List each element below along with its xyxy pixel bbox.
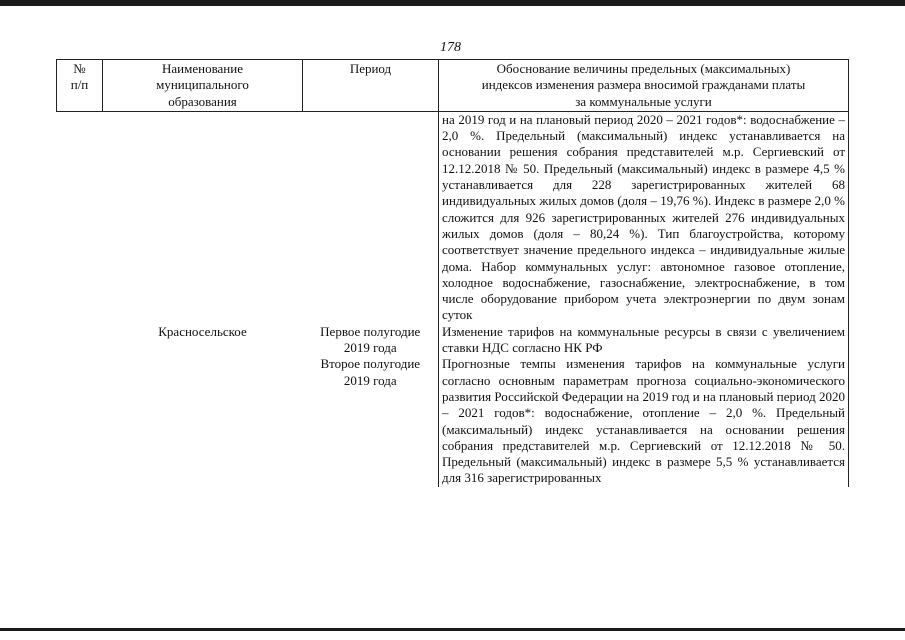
header-municipality [103,60,303,112]
cell-justification-continued [439,111,849,323]
period-first-half-year: 2019 года [343,340,397,356]
justification-first-half: Изменение тарифов на коммунальные ресурсы в связи с увеличением ставки НДС согласно НК РФ [442,323,845,356]
header-justification-line: Обоснование величины предельных (максимальных) [496,61,791,76]
cell-justification [439,324,849,487]
table-row-continuation [57,111,849,323]
header-municipality-line: образования [168,93,237,109]
header-justification-line: за коммунальные услуги [575,93,712,109]
continuation-text: на 2019 год и на плановый период 2020 – 2021 годов*: водоснабжение – 2,0 %. Предельный (максимальный) индекс устанавливается на основании решения собрания представителей м.р. Сергиевский от 12.12.2018 № 50. Предельный (максимальный) индекс в размере 4,5 % устанавливается для 228 зарегистрированных жителей 68 индивидуальных жилых домов (доля – 19,76 %). Индекс в размере 2,0 % сложится для 926 зарегистрированных жителей 276 индивидуальных жилых домов (доля – 80,24 %). Тип благоустройства, которому соответствует значение предельного индекса – индивидуальные жилые дома. Набор коммунальных услуг: автономное газовое отопление, холодное водоснабжение, газоснабжение, электроснабжение, в том числе оборудование прибором учета электроэнергии по двум зонам суток [442,111,845,323]
header-municipality-line: Наименование [162,61,243,76]
page-number: 178 [440,40,461,55]
table-row-krasnoselskoe [57,324,849,487]
cell-period [303,324,439,487]
period-second-half-label: Второе полугодие [320,356,421,372]
cell-period [303,111,439,323]
top-border-line [0,0,905,6]
cell-number [57,324,103,487]
header-justification [439,60,849,112]
header-municipality-line: муниципального [156,77,249,93]
cell-number [57,111,103,323]
period-second-half-year: 2019 года [343,372,397,388]
bottom-border-line [0,628,905,631]
header-justification-line: индексов изменения размера вносимой гражданами платы [481,77,806,93]
justification-second-half: Прогнозные темпы изменения тарифов на коммунальные услуги согласно основным параметрам прогноза социально-экономического развития Российской Федерации на 2019 год и на плановый период 2020 – 2021 годов*: водоснабжение, отопление – 2,0 %. Предельный (максимальный) индекс устанавливается на основании решения собрания представителей м.р. Сергиевский от 12.12.2018 № 50. Предельный (максимальный) индекс в размере 5,5 % устанавливается для 316 зарегистрированных [442,356,845,486]
tariff-index-table [56,59,849,487]
cell-municipality [103,111,303,323]
table-header [57,60,849,112]
header-number-line: п/п [70,77,89,93]
period-first-half-label: Первое полугодие [320,323,421,339]
header-number-line: № [73,61,86,76]
header-period: Период [303,60,439,112]
header-number [57,60,103,112]
cell-municipality-name: Красносельское [158,323,247,339]
